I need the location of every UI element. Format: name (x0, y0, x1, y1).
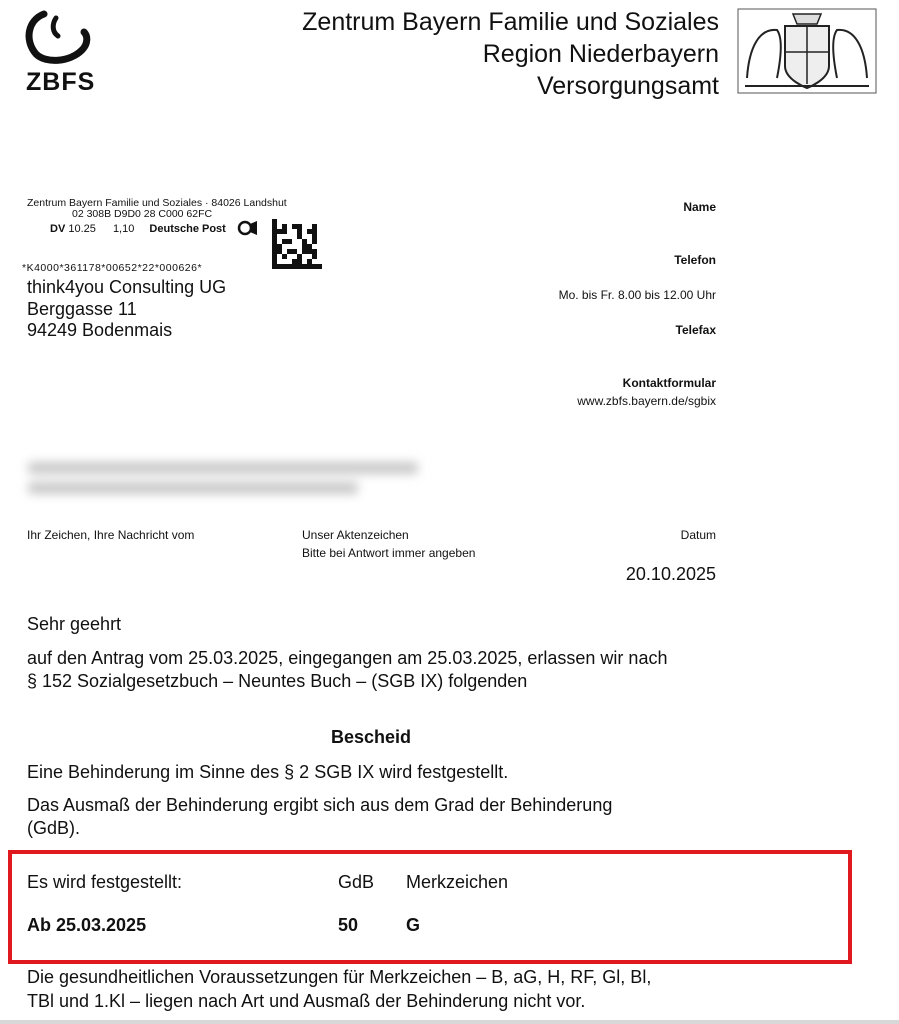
paragraph-2-line-2: (GdB). (27, 818, 81, 838)
bavarian-coat-of-arms-icon (737, 8, 877, 94)
intro-line-1: auf den Antrag vom 25.03.2025, eingegangen am 25.03.2025, erlassen wir nach (27, 648, 668, 668)
logo-text: ZBFS (26, 68, 96, 96)
contact-hours: Mo. bis Fr. 8.00 bis 12.00 Uhr (558, 288, 716, 302)
ref-datum-value: 20.10.2025 (625, 564, 716, 584)
dv-label: DV (50, 223, 66, 235)
ref-ihr-zeichen: Ihr Zeichen, Ihre Nachricht vom (27, 528, 195, 542)
paragraph-3-line-1: Die gesundheitlichen Voraussetzungen für Merkzeichen – B, aG, H, RF, Gl, Bl, (27, 967, 652, 987)
datamatrix-code-icon (272, 218, 322, 270)
zbfs-logo-icon (22, 10, 92, 66)
postal-barcode-text: *K4000*361178*00652*22*000626* (22, 262, 203, 274)
paragraph-3-line-2: TBl und 1.Kl – liegen nach Art und Ausmaß der Behinderung nicht vor. (27, 991, 586, 1011)
page-edge-divider (0, 1020, 899, 1024)
ref-unser-aktenzeichen: Unser Aktenzeichen (302, 528, 409, 542)
table-header-gdb: GdB (338, 872, 375, 892)
postage-code: 02 308B D9D0 28 C000 62FC (72, 208, 213, 220)
redacted-text-block (28, 462, 428, 504)
contact-telefon-label: Telefon (674, 253, 716, 267)
recipient-city: 94249 Bodenmais (27, 320, 173, 340)
carrier-name: Deutsche Post (149, 223, 226, 235)
contact-form-label: Kontaktformular (622, 376, 716, 390)
authority-line-1: Zentrum Bayern Familie und Soziales (302, 8, 719, 36)
contact-name-label: Name (683, 200, 716, 214)
table-row-date: Ab 25.03.2025 (27, 915, 147, 935)
ref-datum-label: Datum (680, 528, 716, 542)
recipient-name: think4you Consulting UG (27, 277, 227, 297)
dv-value: 10.25 (68, 223, 96, 235)
contact-url-link[interactable]: www.zbfs.bayern.de/sgbix (577, 394, 716, 408)
intro-line-2: § 152 Sozialgesetzbuch – Neuntes Buch – (SGB IX) folgenden (27, 671, 528, 691)
paragraph-2-line-1: Das Ausmaß der Behinderung ergibt sich aus dem Grad der Behinderung (27, 795, 613, 815)
table-row-gdb: 50 (338, 915, 359, 935)
authority-line-3: Versorgungsamt (536, 72, 719, 100)
table-header-festgestellt: Es wird festgestellt: (27, 872, 183, 892)
determination-highlight-box (8, 850, 852, 964)
post-horn-icon (236, 220, 258, 236)
table-row-merkzeichen: G (406, 915, 421, 935)
authority-line-2: Region Niederbayern (482, 40, 719, 68)
paragraph-1: Eine Behinderung im Sinne des § 2 SGB IX wird festgestellt. (27, 762, 509, 782)
salutation: Sehr geehrt (27, 614, 122, 634)
table-header-merkzeichen: Merkzeichen (406, 872, 509, 892)
sender-line: Zentrum Bayern Familie und Soziales · 84026 Landshut (27, 197, 287, 209)
postage-price: 1,10 (112, 223, 135, 235)
recipient-street: Berggasse 11 (27, 299, 137, 319)
contact-telefax-label: Telefax (675, 323, 716, 337)
decision-title: Bescheid (331, 727, 412, 747)
ref-hinweis: Bitte bei Antwort immer angeben (302, 546, 476, 560)
